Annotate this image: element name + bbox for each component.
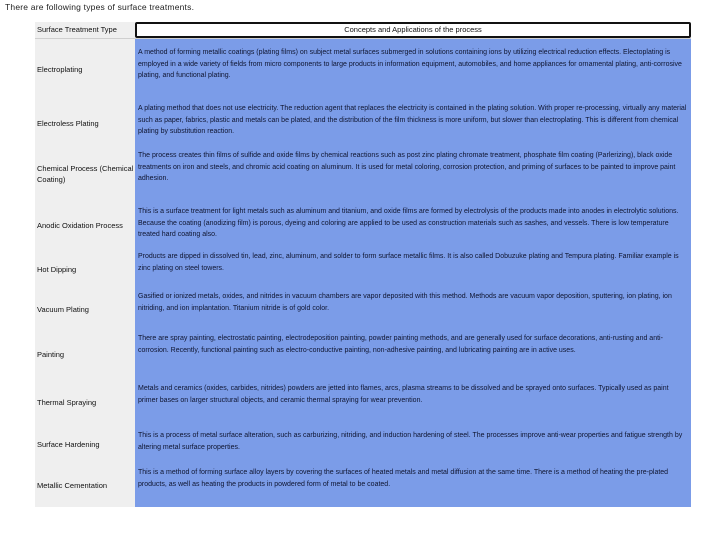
treatment-description-cell: This is a surface treatment for light metals such as aluminum and titanium, and oxide films are formed by electrolysis of the products made into anodes in electrolytic solutions. Because the coating (anodizing film) is porous, dyeing and coloring are applied to be used as construction materials such as sashes, and vessels. There is low temperature treated hard coating also.	[135, 201, 691, 249]
treatment-type-cell: Electroplating	[35, 39, 135, 99]
table-row	[35, 425, 691, 463]
table-row	[35, 39, 691, 99]
table-row	[35, 289, 691, 329]
table-row	[35, 463, 691, 507]
table-header-row	[35, 22, 691, 39]
treatment-description-cell: Metals and ceramics (oxides, carbides, nitrides) powders are jetted into flames, arcs, plasma streams to be dissolved and be sprayed onto surfaces. Typically used as paint primer bases on larger structural objects, and ceramic thermal spraying for wear prevention.	[135, 379, 691, 425]
intro-text: There are following types of surface treatments.	[5, 2, 195, 12]
treatment-type-cell: Hot Dipping	[35, 249, 135, 289]
table-row	[35, 201, 691, 249]
treatment-type-cell: Anodic Oxidation Process	[35, 201, 135, 249]
header-treatment-type: Surface Treatment Type	[35, 22, 135, 38]
treatment-description-cell: This is a process of metal surface alteration, such as carburizing, nitriding, and induction hardening of steel. The processes improve anti-wear properties and fatigue strength by altering metal surface properties.	[135, 425, 691, 463]
treatment-type-cell: Painting	[35, 329, 135, 379]
treatment-type-cell: Surface Hardening	[35, 425, 135, 463]
table-row	[35, 249, 691, 289]
surface-treatment-table	[35, 22, 691, 518]
treatment-type-cell: Chemical Process (Chemical Coating)	[35, 147, 135, 201]
table-row	[35, 379, 691, 425]
treatment-type-cell: Vacuum Plating	[35, 289, 135, 329]
table-row	[35, 99, 691, 147]
treatment-type-cell: Metallic Cementation	[35, 463, 135, 507]
treatment-type-cell: Thermal Spraying	[35, 379, 135, 425]
treatment-description-cell: The process creates thin films of sulfide and oxide films by chemical reactions such as post zinc plating chromate treatment, phosphate film coating (Parlerizing), black oxide treatments on iron and steels, and chromic acid coating on aluminum. It is used for metal coloring, corrosion protection, and priming of surfaces to be painted to improve paint adhesion.	[135, 147, 691, 201]
treatment-description-cell: There are spray painting, electrostatic painting, electrodeposition painting, powder painting methods, and are generally used for surface decorations, anti-rusting and anti-corrosion. Recently, functional painting such as electro-conductive painting, non-adhesive painting, and lubricating painting are in active uses.	[135, 329, 691, 379]
header-concepts-applications: Concepts and Applications of the process	[135, 22, 691, 38]
treatment-type-cell: Electroless Plating	[35, 99, 135, 147]
table-row	[35, 147, 691, 201]
treatment-description-cell: A method of forming metallic coatings (plating films) on subject metal surfaces submerged in solutions containing ions by utilizing electrical reduction effects. Electoplating is employed in a wide variety of fields from micro components to large products in information equipment, automobiles, and home appliances for ornamental plating, anti-corrosive plating, and functional plating.	[135, 39, 691, 99]
treatment-description-cell: Products are dipped in dissolved tin, lead, zinc, aluminum, and solder to form surface metallic films. It is also called Dobuzuke plating and Tempura plating. Familiar example is zinc plating on steel towers.	[135, 249, 691, 289]
treatment-description-cell: Gasified or ionized metals, oxides, and nitrides in vacuum chambers are vapor deposited with this method. Methods are vacuum vapor deposition, sputtering, ion plating, ion nitriding, and ion implantation. Titanium nitride is of gold color.	[135, 289, 691, 329]
table-row	[35, 329, 691, 379]
treatment-description-cell: This is a method of forming surface alloy layers by covering the surfaces of heated metals and metal diffusion at the same time. There is a method of heating the pre-plated products, as well as heating the products in powdered form of metal to be coated.	[135, 463, 691, 507]
treatment-description-cell: A plating method that does not use electricity. The reduction agent that replaces the electricity is contained in the plating solution. With proper re-processing, virtually any material such as paper, fabrics, plastic and metals can be plated, and the distribution of the film thickness is more uniform, but slower than electroplating. This is different from chemical plating by substitution reaction.	[135, 99, 691, 147]
